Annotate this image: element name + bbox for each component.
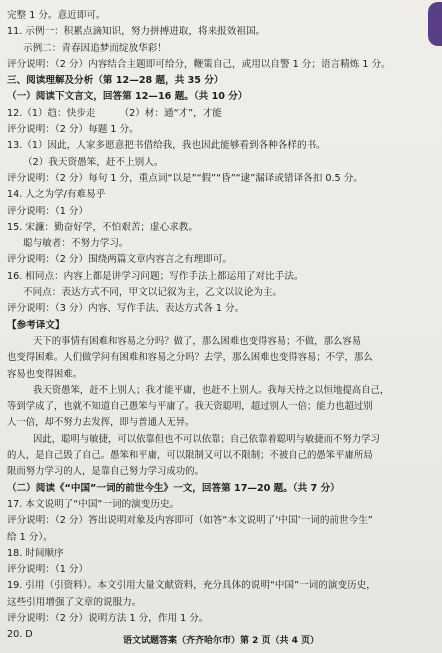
text-line: 等到学成了，也就不知道自己愚笨与平庸了。我天资聪明，超过别人一倍；能力也超过别 [7, 401, 373, 413]
text-line: 评分说明：（2 分）说明方法 1 分，作用 1 分。 [7, 612, 209, 624]
text-line: 示例二：青春因追梦而绽放华彩！ [23, 42, 167, 54]
text-line: 16. 相同点：内容上都是讲学习问题；写作手法上都运用了对比手法。 [7, 270, 304, 282]
text-line: 我天资愚笨，赶不上别人；我才能平庸，也赶不上别人。我每天持之以恒地提高自己， [33, 384, 390, 396]
text-line: 评分说明：（1 分） [7, 564, 89, 576]
text-line: 聪与敏者：不努力学习。 [23, 238, 129, 250]
answer-content [7, 8, 425, 644]
text-line: 11. 示例一：积累点滴知识，努力拼搏进取，将来报效祖国。 [7, 26, 266, 38]
text-line: 给 1 分）。 [7, 531, 53, 543]
text-line: 这些引用增强了文章的说服力。 [7, 596, 142, 608]
text-line: 评分说明：（3 分）内容、写作手法、表达方式各 1 分。 [7, 303, 245, 315]
text-line: 12.（1）趋：快步走 （2）材：通“才”，才能 [7, 107, 222, 119]
text-line: 完整 1 分。意近即可。 [7, 10, 106, 21]
text-line: 容易也变得困难。 [7, 368, 83, 380]
text-line: 限而努力学习的人，是靠自己努力学习成功的。 [7, 466, 204, 478]
text-line: 评分说明：（2 分）每句 1 分，重点词“以是”“假”“昏”“逮”漏译或错译各扣 0.5 分。 [7, 172, 363, 184]
text-line: 13.（1）因此，人家多愿意把书借给我，我也因此能够看到各种各样的书。 [7, 140, 326, 152]
text-line: （2）我天资愚笨，赶不上别人。 [23, 156, 164, 168]
text-line: 不同点：表达方式不同，甲文以记叙为主，乙文以议论为主。 [23, 287, 283, 299]
text-line: 因此，聪明与敏捷，可以依靠但也不可以依靠；自己依靠着聪明与敏捷而不努力学习 [33, 433, 380, 445]
text-line: 评分说明：（2 分）每题 1 分。 [7, 124, 139, 136]
text-line: 评分说明：（2 分）围绕两篇文章内容言之有理即可。 [7, 254, 233, 266]
text-line: 也变得困难。人们做学问有困难和容易之分吗？去学，那么困难也变得容易；不学，那么 [7, 352, 373, 364]
text-line: 18. 时间顺序 [7, 547, 64, 559]
text-line: 人一倍，却不努力去发挥，即与普通人无异。 [7, 417, 195, 429]
text-line: 15. 宋濂：勤奋好学，不怕艰苦；虚心求教。 [7, 221, 198, 233]
corner-tab [428, 2, 442, 46]
text-line: 评分说明：（2 分）答出说明对象及内容即可（如答“本文说明了‘中国’一词的前世今生” [7, 515, 373, 527]
page-footer: 语文试题答案（齐齐哈尔市）第 2 页（共 4 页） [122, 636, 320, 646]
text-line: 评分说明：（2 分）内容结合主题即可给分，鞭策自己，或用以自警 1 分；语言精炼 1 分。 [7, 58, 391, 70]
text-line: 评分说明：（1 分） [7, 205, 89, 217]
text-line: 【参考译文】 [7, 319, 65, 331]
text-line: 17. 本文说明了“中国”一词的演变历史。 [7, 498, 180, 510]
text-line: 天下的事情有困难和容易之分吗？做了，那么困难也变得容易；不做，那么容易 [33, 335, 362, 347]
text-line: 三、阅读理解及分析（第 12—28 题，共 35 分） [7, 75, 224, 87]
text-line: （一）阅读下文言文，回答第 12—16 题。（共 10 分） [7, 91, 248, 103]
text-line: 20. D [7, 629, 33, 641]
text-line: （二）阅读《“中国”一词的前世今生》一文，回答第 17—20 题。（共 7 分） [7, 482, 340, 494]
text-line: 19. 引用（引资料）。本文引用大量文献资料，充分具体的说明“中国”一词的演变历史， [7, 580, 376, 592]
text-line: 的人，是自己毁了自己。愚笨和平庸，可以限制又可以不限制；不被自己的愚笨平庸所局 [7, 450, 373, 462]
text-line: 14. 人之为学/有难易乎 [7, 189, 106, 201]
